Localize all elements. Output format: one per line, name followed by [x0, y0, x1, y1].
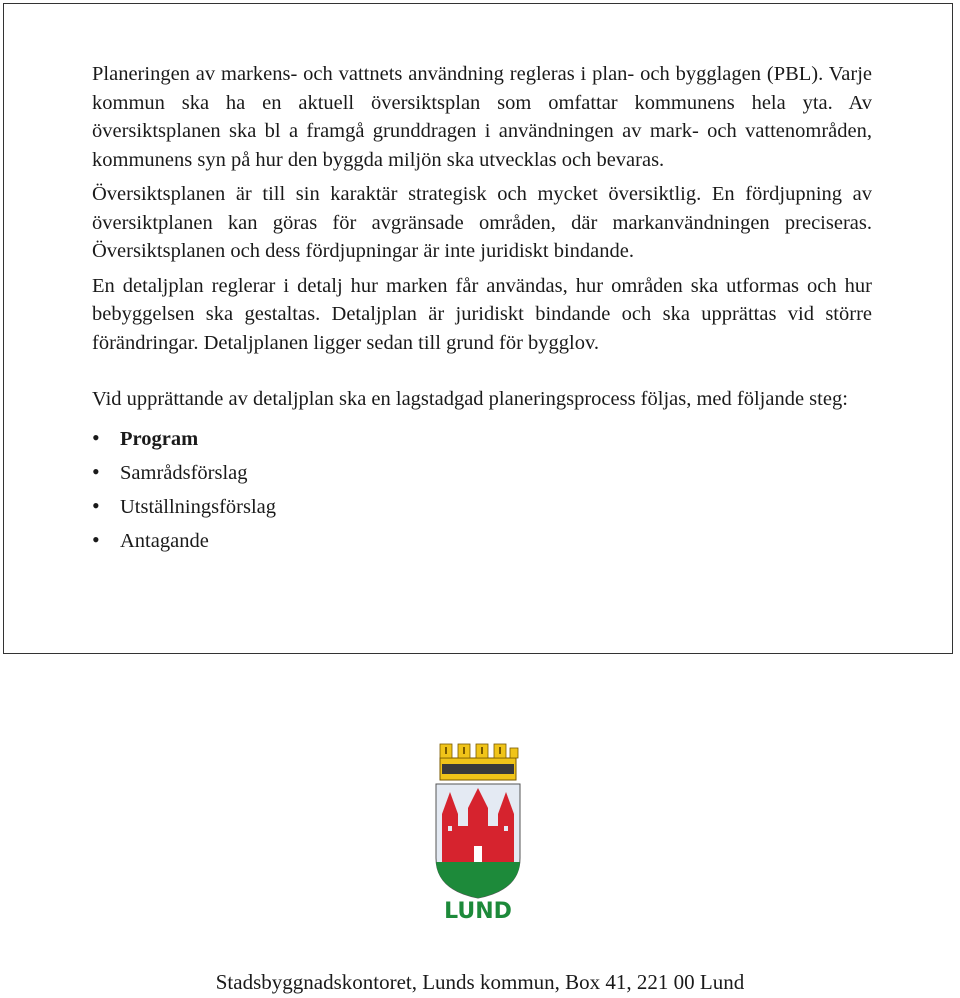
- crown-icon: [440, 744, 518, 780]
- list-item: [92, 458, 872, 492]
- step-label: Program: [120, 427, 199, 450]
- bullet-icon: •: [92, 526, 100, 552]
- step-label: Utställningsförslag: [120, 495, 277, 518]
- bullet-icon: •: [92, 424, 100, 450]
- bullet-icon: •: [92, 492, 100, 518]
- process-steps-list: [92, 424, 872, 560]
- footer-address: Stadsbyggnadskontoret, Lunds kommun, Box 41, 221 00 Lund: [215, 970, 745, 994]
- logo-wordmark: LUND: [444, 899, 512, 923]
- lund-coat-of-arms-logo: [428, 738, 528, 923]
- list-item: [92, 492, 872, 526]
- list-item: [92, 526, 872, 560]
- step-label: Antagande: [120, 529, 209, 552]
- paragraph-pbl: Planeringen av markens- och vattnets användning regleras i plan- och bygglagen (PBL). Varje kommun ska ha en aktuell översiktsplan som omfattar kommunens hela yta. Av översiktsplanen ska bl a framgå grunddragen i användningen av mark- och vattenområden, kommunens syn på hur den byggda miljön ska utvecklas och bevaras.: [92, 63, 872, 171]
- list-item: [92, 424, 872, 458]
- bullet-icon: •: [92, 458, 100, 484]
- paragraph-process: Vid upprättande av detaljplan ska en lagstadgad planeringsprocess följas, med följande steg:: [92, 388, 848, 410]
- main-text: [92, 60, 872, 560]
- step-label: Samrådsförslag: [120, 461, 248, 484]
- paragraph-oversiktsplan: Översiktsplanen är till sin karaktär strategisk och mycket översiktlig. En fördjupning av översiktplanen kan göras för avgränsade områden, där markanvändningen preciseras. Översiktsplanen och dess fördjupningar är inte juridiskt bindande.: [92, 183, 872, 262]
- paragraph-detaljplan: En detaljplan reglerar i detalj hur marken får användas, hur områden ska utformas och hur bebyggelsen ska gestaltas. Detaljplan är juridiskt bindande och ska upprättas vid större förändringar. Detaljplanen ligger sedan till grund för bygglov.: [92, 274, 872, 354]
